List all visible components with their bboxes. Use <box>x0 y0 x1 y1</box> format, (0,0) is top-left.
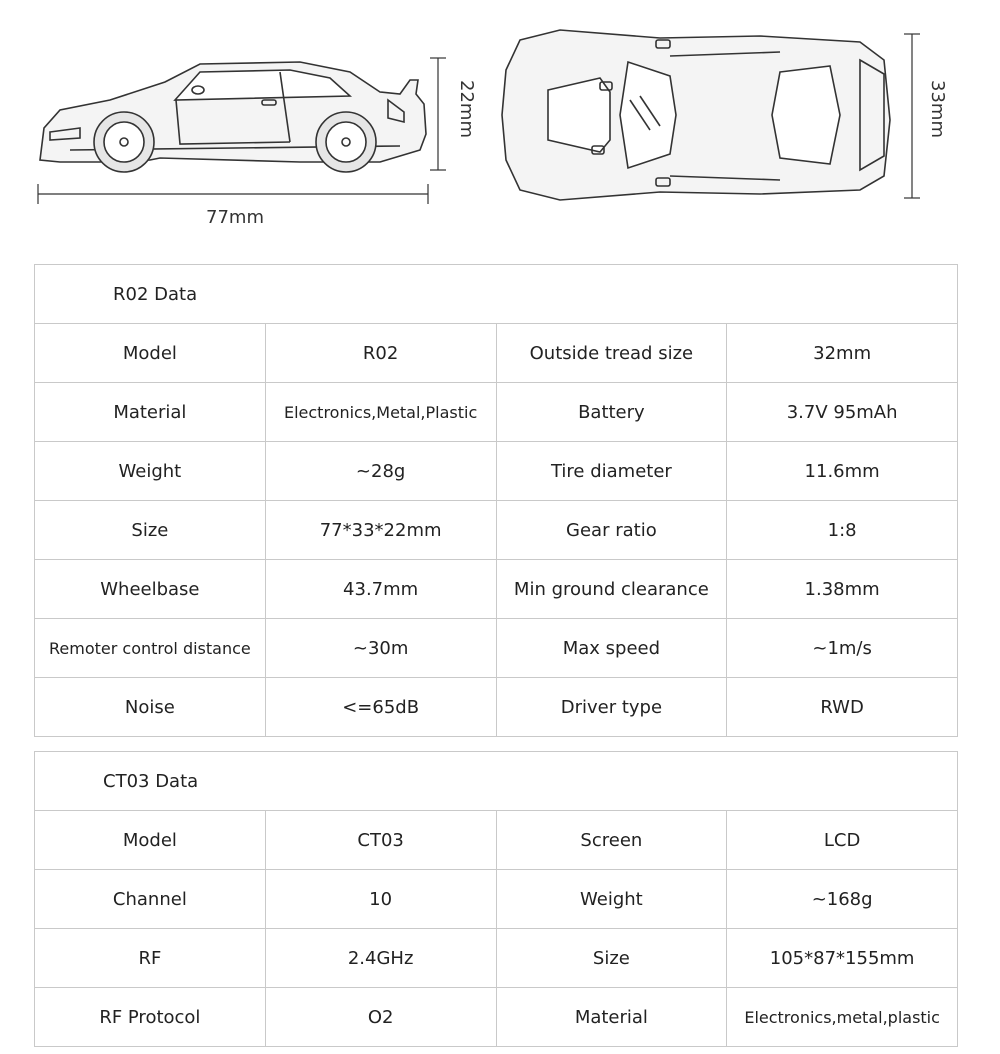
spec-value: O2 <box>265 988 496 1047</box>
spec-label: Driver type <box>496 678 727 737</box>
spec-value: ~168g <box>727 870 958 929</box>
r02-data-table <box>34 264 958 737</box>
height-label: 22mm <box>456 80 477 138</box>
table-row <box>35 324 958 383</box>
spec-label: Outside tread size <box>496 324 727 383</box>
spec-value: 11.6mm <box>727 442 958 501</box>
car-dimension-diagram <box>0 0 1000 250</box>
spec-label: Model <box>35 324 266 383</box>
spec-label: Screen <box>496 811 727 870</box>
length-dimension-line <box>38 184 428 204</box>
spec-label: Size <box>496 929 727 988</box>
spec-value: 1:8 <box>727 501 958 560</box>
spec-label: Noise <box>35 678 266 737</box>
spec-value: 32mm <box>727 324 958 383</box>
table-row <box>35 870 958 929</box>
car-side-view <box>40 62 426 172</box>
ct03-data-table <box>34 751 958 1047</box>
table-title-row <box>35 265 958 324</box>
table-row <box>35 988 958 1047</box>
spec-value: R02 <box>265 324 496 383</box>
spec-label: Size <box>35 501 266 560</box>
spec-label: Weight <box>35 442 266 501</box>
spec-value: LCD <box>727 811 958 870</box>
width-label: 33mm <box>927 80 948 138</box>
spec-value: 3.7V 95mAh <box>727 383 958 442</box>
spec-label: Channel <box>35 870 266 929</box>
spec-label: Wheelbase <box>35 560 266 619</box>
spec-value: ~30m <box>265 619 496 678</box>
spec-label: Gear ratio <box>496 501 727 560</box>
spec-value: 10 <box>265 870 496 929</box>
spec-label: Material <box>496 988 727 1047</box>
table-row <box>35 678 958 737</box>
spec-value: Electronics,metal,plastic <box>727 988 958 1047</box>
spec-label: Model <box>35 811 266 870</box>
spec-label: Battery <box>496 383 727 442</box>
spec-value: ~28g <box>265 442 496 501</box>
spec-label: RF Protocol <box>35 988 266 1047</box>
table-row <box>35 442 958 501</box>
spec-label: Remoter control distance <box>35 619 266 678</box>
height-dimension-line <box>430 58 446 170</box>
spec-value: 2.4GHz <box>265 929 496 988</box>
spec-value: 77*33*22mm <box>265 501 496 560</box>
spec-value: RWD <box>727 678 958 737</box>
length-label: 77mm <box>206 207 264 228</box>
table-row <box>35 929 958 988</box>
spec-value: 1.38mm <box>727 560 958 619</box>
table-row <box>35 383 958 442</box>
table-row <box>35 560 958 619</box>
r02-table-title: R02 Data <box>35 265 958 324</box>
table-row <box>35 811 958 870</box>
spec-value: ~1m/s <box>727 619 958 678</box>
spec-value: <=65dB <box>265 678 496 737</box>
table-title-row <box>35 752 958 811</box>
spec-label: Min ground clearance <box>496 560 727 619</box>
spec-label: Tire diameter <box>496 442 727 501</box>
spec-value: CT03 <box>265 811 496 870</box>
car-top-view <box>502 30 890 200</box>
spec-label: RF <box>35 929 266 988</box>
ct03-table-title: CT03 Data <box>35 752 958 811</box>
spec-value: 43.7mm <box>265 560 496 619</box>
table-row <box>35 501 958 560</box>
table-row <box>35 619 958 678</box>
spec-label: Material <box>35 383 266 442</box>
spec-value: Electronics,Metal,Plastic <box>265 383 496 442</box>
spec-label: Max speed <box>496 619 727 678</box>
width-dimension-line <box>904 34 920 198</box>
spec-value: 105*87*155mm <box>727 929 958 988</box>
spec-label: Weight <box>496 870 727 929</box>
